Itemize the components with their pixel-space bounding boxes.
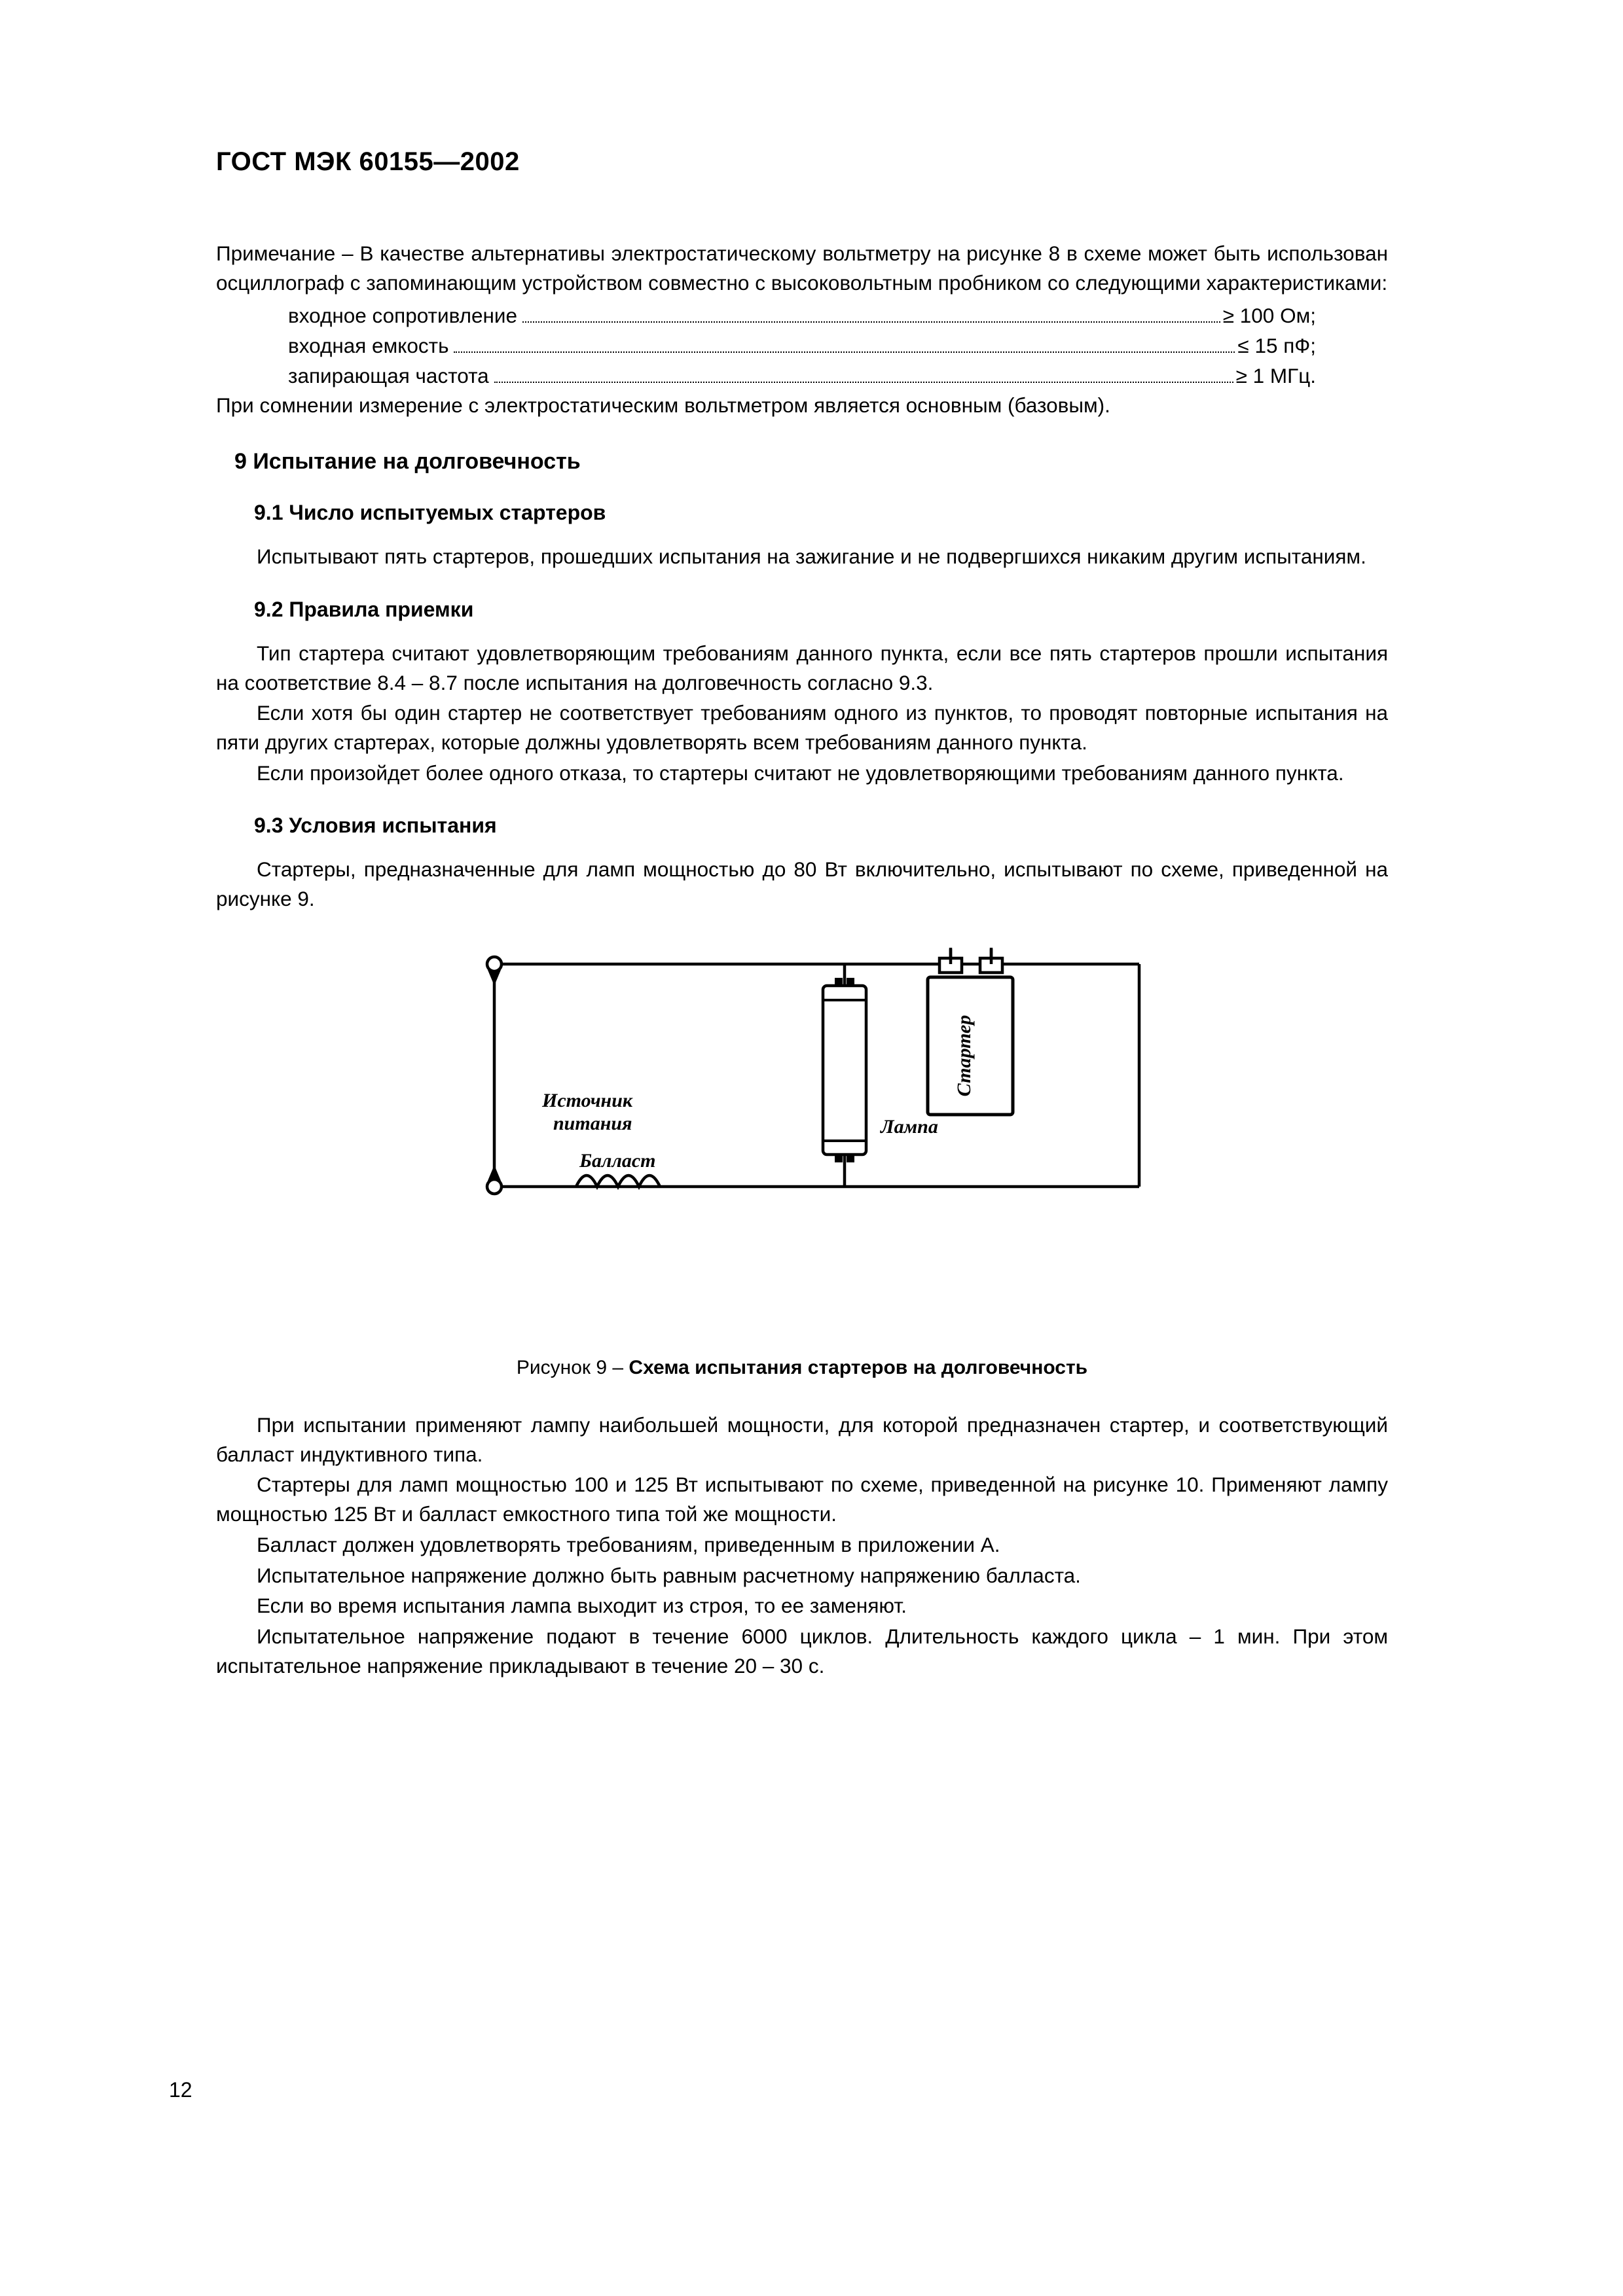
dot-leader [494,382,1233,383]
terminal-bottom [487,1179,501,1194]
terminal-top [487,957,501,971]
section-heading-9: 9 Испытание на долговечность [234,449,581,475]
note-paragraph: Примечание – В качестве альтернативы электростатическому вольтметру на рисунке 8 в схеме может быть использован осциллограф с запоминающим устройством совместно с высоковольтным пробником со следующими характеристиками: [216,242,1388,295]
dot-leader [454,351,1235,353]
label-lamp: Лампа [881,1115,938,1138]
label-ballast: Балласт [579,1149,656,1172]
label-starter: Стартер [953,1014,975,1097]
characteristic-label: запирающая частота [288,363,489,387]
dot-leader [522,321,1220,323]
figure-9 [216,941,1388,1379]
paragraph-9-2-1: Тип стартера считают удовлетворяющим требованиям данного пункта, если все пять стартеров прошли испытания на соответствие 8.4 – 8.7 после испытания на долговечность согласно 9.3. [216,641,1388,694]
figure-caption-prefix: Рисунок 9 – [516,1356,629,1378]
source-arrow-top [488,970,501,986]
paragraph-9-2-3: Если произойдет более одного отказа, то стартеры считают не удовлетворяющими требованиям данного пункта. [257,761,1344,785]
label-source-line2: питания [553,1112,632,1134]
paragraph-9-3-5: Испытательное напряжение должно быть равным расчетному напряжению балласта. [257,1563,1081,1587]
label-source-line1: Источник [542,1089,633,1111]
characteristic-label: входная емкость [288,334,449,358]
characteristic-value: ≤ 15 пФ; [1237,334,1316,358]
ballast-coil-icon [576,1175,660,1187]
paragraph-9-3-4: Балласт должен удовлетворять требованиям, приведенным в приложении А. [257,1532,1000,1556]
subsection-heading-9-1: 9.1 Число испытуемых стартеров [254,501,606,525]
characteristic-label: входное сопротивление [288,304,517,328]
page-number: 12 [169,2078,192,2102]
subsection-heading-9-2: 9.2 Правила приемки [254,597,474,621]
subsection-heading-9-3: 9.3 Условия испытания [254,814,497,838]
note-characteristics-list [288,301,1388,391]
paragraph-9-3-2: При испытании применяют лампу наибольшей мощности, для которой предназначен стартер, и соответствующий балласт индуктивного типа. [216,1412,1388,1466]
list-item [288,301,1316,331]
characteristic-value: ≥ 1 МГц. [1235,363,1316,387]
list-item [288,331,1316,361]
figure-caption [216,1357,1388,1379]
figure-caption-title: Схема испытания стартеров на долговечность [629,1356,1088,1378]
paragraph-9-3-7: Испытательное напряжение подают в течение 6000 циклов. Длительность каждого цикла – 1 мин. При этом испытательное напряжение прикладывают в течение 20 – 30 с. [216,1624,1388,1677]
note-closing-paragraph: При сомнении измерение с электростатическим вольтметром является основным (базовым). [216,393,1110,418]
paragraph-9-1-1: Испытывают пять стартеров, прошедших испытания на зажигание и не подвергшихся никаким другим испытаниям. [257,545,1366,569]
page-content [216,147,1388,1680]
paragraph-9-3-3: Стартеры для ламп мощностью 100 и 125 Вт испытывают по схеме, приведенной на рисунке 10. Применяют лампу мощностью 125 Вт и балласт емкостного типа той же мощности. [216,1473,1388,1526]
paragraph-9-3-6: Если во время испытания лампа выходит из строя, то ее заменяют. [257,1594,907,1618]
characteristic-value: ≥ 100 Ом; [1222,304,1316,328]
circuit-diagram-figure-9 [416,941,1188,1334]
lamp-symbol [823,978,866,1162]
paragraph-9-3-1: Стартеры, предназначенные для ламп мощностью до 80 Вт включительно, испытывают по схеме, приведенной на рисунке 9. [216,857,1388,911]
source-arrow-bottom [488,1165,501,1181]
list-item [288,361,1316,391]
document-header: ГОСТ МЭК 60155—2002 [216,147,520,176]
paragraph-9-2-2: Если хотя бы один стартер не соответствует требованиям одного из пунктов, то проводят повторные испытания на пяти других стартерах, которые должны удовлетворять всем требованиям данного пункта. [216,701,1388,755]
